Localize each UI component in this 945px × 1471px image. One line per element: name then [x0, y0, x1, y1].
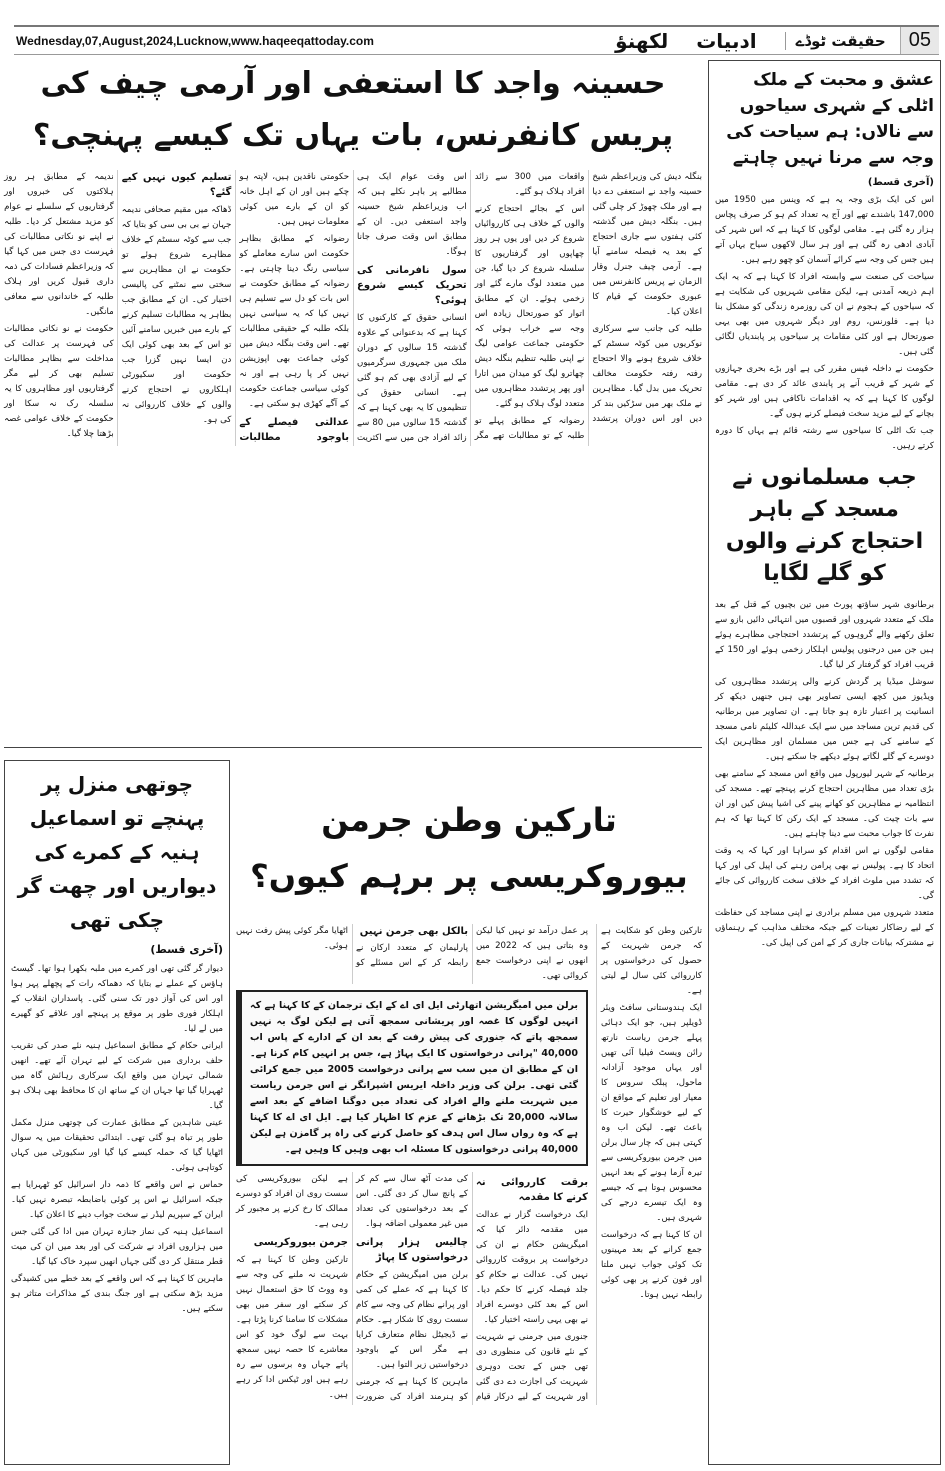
subheading: عدالتی فیصلے کے باوجود مطالبات تسلیم کیوں نہیں کیے گئے؟: [121, 172, 350, 443]
paragraph: اس کے بجائے احتجاج کرنے والوں کے خلاف ہی کارروائیاں شروع کر دیں اور یوں ہر روز چھاپوں اور گرفتاریوں کا سلسلہ شروع کر دیا گیا، جن میں متعدد لوگ مارے گئے اور زخمی ہوئے۔ ان کے مطابق اتوار کو صورتحال زیادہ اس وجہ سے خراب ہوئی کہ حکومتی جماعت عوامی لیگ نے اپنی طلبہ تنظیم بنگلہ دیش چھاترو لیگ کو میدان میں اتارا اور پھر پرتشدد مظاہروں میں متعدد لوگ ہلاک ہو گئے۔: [474, 204, 585, 409]
right-article-body: [715, 193, 934, 454]
highlight-box: برلن میں امیگریشن اتھارٹی ایل ای اے کے ایک ترجمان کے کا کہنا ہے کہ انہیں لوگوں کا غصہ اور پریشانی سمجھ آتی ہے لیکن لوگ یہ نہیں سمجھ پاتے کہ جنوری کی پیش رفت کے بعد ان کے ادارے کے پاس اب 40,000 "پرانی درخواستوں کا ایک پہاڑ ہے، جس پر انہیں کام کرنا ہے۔ ان کے مطابق ان میں سب سے پرانی درخواست 2005 میں جمع کرائی گئی تھی۔ برلن کی وزیر داخلہ ایریس اشپرانگر نے اس جرمن ریاست میں شہریت ملنے والے افراد کی تعداد میں دوگنا اضافے کے بعد اسے سالانہ 20,000 تک بڑھانے کے عزم کا اظہار کیا ہے۔ ایل ای اے کا کہنا ہے کہ وہ رواں سال اس ہدف کو حاصل کرنے کی راہ پر گامزن ہے لیکن 40,000 پرانی درخواستوں کا مسئلہ اب بھی وہیں کا وہیں ہے۔: [236, 990, 588, 1166]
paragraph: ندیمہ کے مطابق ہر روز ہلاکتوں کی خبروں اور گرفتاریوں کے سلسلے نے عوام کو مزید مشتعل کر دیا۔ طلبہ نے اپنے نو نکاتی مطالبات کی فہرست دی جس میں کہا گیا کہ وزیراعظم فسادات کی ذمہ داری قبول کریں اور ہلاک طلبہ کے خاندانوں سے معافی مانگیں۔: [4, 172, 114, 317]
paragraph: متعدد شہروں میں مسلم برادری نے اپنی مساجد کی حفاظت کے لیے رضاکار تعینات کیے جبکہ مختلف مذاہب کے رہنماؤں نے مشترکہ بیانات جاری کر کے امن کی اپیل کی۔: [715, 908, 934, 948]
right-headline: عشق و محبت کے ملک اٹلی کے شہری سیاحوں سے نالاں: ہم سیاحت کی وجہ سے مرنا نہیں چاہتے: [726, 70, 934, 168]
top-article: [4, 58, 702, 748]
right-article: [708, 60, 941, 1465]
paragraph: تارکین وطن کا کہنا ہے کہ شہریت نہ ملنے کی وجہ سے وہ ووٹ کا حق استعمال نہیں کر سکتے اور سفر میں بھی مشکلات کا سامنا کرنا پڑتا ہے۔ بہت سے لوگ خود کو اس معاشرے کا حصہ نہیں سمجھ پاتے جہاں وہ برسوں سے رہ رہے ہیں اور ٹیکس ادا کر رہے ہیں۔: [236, 1255, 348, 1400]
paragraph: سوشل میڈیا پر گردش کرنے والی پرتشدد مظاہروں کی ویڈیوز میں کچھ ایسی تصاویر بھی ہیں جنھیں دیکھ کر انسانیت پر اعتبار تازہ ہو جاتا ہے۔ ان تصاویر میں برطانیہ کی قدیم ترین مساجد میں سے ایک عبداللہ کلیئم نامی مسجد کے سامنے کی ہے جس میں مسلمان اور مظاہرین ایک دوسرے کے گلے لگاتے ہوئے دیکھے جا سکتے ہیں۔: [715, 677, 934, 762]
subheading: جرمن بیوروکریسی: [253, 1237, 348, 1248]
paragraph: برلن میں امیگریشن کے حکام کا کہنا ہے کہ عملے کی کمی اور پرانے نظام کی وجہ سے کام سست روی کا شکار ہے۔ حکام نے ڈیجیٹل نظام متعارف کرایا ہے مگر اس کے باوجود درخواستیں زیر التوا ہیں۔: [356, 1270, 468, 1370]
paragraph: ڈھاکہ میں مقیم صحافی ندیمہ جہان نے بی بی سی کو بتایا کہ جب سے کوٹہ سسٹم کے خلاف مظاہرے شروع ہوئے تو حکومت نے ان مظاہرین سے سختی سے نمٹنے کی پالیسی اختیار کی۔ ان کے مطابق جب بظاہر یہ مطالبات تسلیم کرنے کے بارے میں خبریں سامنے آئیں تو اس کے بعد بھی کوئی ایک دن ایسا نہیں گزرا جب حکومت اور سکیورٹی اہلکاروں نے احتجاج کرنے والوں کے خلاف کارروائی نہ کی ہو۔: [121, 205, 232, 425]
paragraph: ایک ہندوستانی سافٹ ویئر ڈویلپر ہیں، جو ایک دہائی پہلے جرمن ریاست نارتھ رائن ویسٹ فیلیا آئی تھیں اور یہاں موجود آزادانہ ماحول، پبلک سروس کا معیار اور تعلیم کے مواقع ان کے لیے خوشگوار حیرت کا باعث تھے۔ لیکن اب وہ کہتی ہیں کہ چار سال برلن میں جرمن بیوروکریسی سے تیرہ آزما ہونے کے بعد انہیں محسوس ہوتا ہے کہ جیسے وہ ایک تیسرے درجے کی شہری ہیں۔: [601, 1003, 702, 1223]
paragraph: حماس نے اس واقعے کا ذمہ دار اسرائیل کو ٹھہرایا ہے جبکہ اسرائیل نے اس پر کوئی باضابطہ تبصرہ نہیں کیا۔ ایران کے سپریم لیڈر نے سخت جواب دینے کا اعلان کیا۔: [11, 1180, 223, 1220]
city-label: لکھنؤ: [615, 28, 669, 53]
top-article-body: [4, 170, 702, 446]
paragraph: رضوانہ کے مطابق بظاہر حکومت اس سارے معاملے کو سیاسی رنگ دینا چاہتی ہے۔ رضوانہ کے مطابق حکومت نے اس بات کو دل سے تسلیم ہی نہیں کیا کہ یہ سیاسی نہیں بلکہ طلبہ کے حقیقی مطالبات تھے۔ اس وقت بنگلہ دیش میں کوئی جماعت بھی اپوزیشن نہیں کر پا رہی ہے اور نہ کوئی سیاسی جماعت حکومت کے آگے کھڑی ہو سکتی ہے۔: [239, 234, 350, 409]
paragraph: تارکین وطن کو شکایت ہے کہ جرمن شہریت کے حصول کی درخواستوں پر کارروائی کئی سال لے لیتی ہے۔: [601, 926, 702, 996]
subheading: سول نافرمانی کی تحریک کیسے شروع ہوئی؟: [357, 265, 467, 306]
paragraph: سیاحت کی صنعت سے وابستہ افراد کا کہنا ہے کہ یہ ایک اہم ذریعہ آمدنی ہے، لیکن مقامی شہریوں کی شکایت ہے کہ سیاحوں کے ہجوم نے ان کی روزمرہ زندگی کو مشکل بنا دیا ہے۔ فلورنس، روم اور دیگر شہروں میں بھی یہی صورتحال ہے اور کئی مقامات پر سیاحوں پر پابندیاں لگائی گئی ہیں۔: [715, 272, 934, 357]
paragraph: رضوانہ کے مطابق پہلے تو طلبہ کے تو مطالبات تھے مگر اس وقت عوام ایک ہی مطالبے پر باہر نکلے ہیں کہ اب وزیراعظم شیخ حسینہ واجد استعفی دیں۔ ان کے مطابق اس وقت صرف جانا ہوگا۔: [357, 172, 585, 441]
bottom-columns: [236, 1172, 588, 1405]
top-headline: حسینہ واجد کا استعفی اور آرمی چیف کی پریس کانفرنس، بات یہاں تک کیسے پہنچی؟: [32, 66, 674, 153]
paragraph: ایک درخواست گزار نے عدالت میں مقدمہ دائر کیا کہ امیگریشن حکام نے ان کی درخواست پر بروقت کارروائی نہیں کی۔ عدالت نے حکام کو جلد فیصلہ کرنے کا حکم دیا۔ اس کے بعد کئی دوسرے افراد نے بھی یہی راستہ اختیار کیا۔: [476, 1210, 588, 1325]
masthead: [14, 25, 939, 55]
paragraph: ماہرین کا کہنا ہے کہ اس واقعے کے بعد خطے میں کشیدگی مزید بڑھ سکتی ہے اور جنگ بندی کے مذاکرات متاثر ہو سکتے ہیں۔: [11, 1274, 223, 1314]
date-line: Wednesday,07,August,2024,Lucknow,www.haqeeqattoday.com: [16, 33, 374, 48]
paragraph: حکومت نے نو نکاتی مطالبات کی فہرست پر عدالت کی مداخلت سے بظاہر مطالبات تسلیم بھی کر لیے مگر گرفتاریوں اور مظاہروں کا یہ سلسلہ رک نہ سکا اور حکومت کے خلاف عوامی غصہ بڑھتا چلا گیا۔: [4, 324, 114, 439]
page-number: 05: [900, 27, 939, 54]
paragraph: جب تک اٹلی کا سیاحوں سے رشتہ قائم ہے یہاں کا دورہ کرتے رہیں۔: [715, 426, 934, 451]
left-article: [4, 760, 230, 1465]
bottom-top-columns: [236, 924, 588, 984]
paragraph: برطانوی شہر ساؤتھ پورٹ میں تین بچیوں کے قتل کے بعد ملک کے متعدد شہروں اور قصبوں میں انتہائی دائیں بازو سے تعلق رکھنے والے گروہوں کے پرتشدد احتجاجی مظاہرے ہوئے ہیں جن میں درجنوں پولیس اہلکار زخمی ہوئے اور 150 کے قریب افراد کو گرفتار کر لیا گیا۔: [715, 600, 934, 670]
paragraph: پارلیمان کے متعدد ارکان نے رابطہ کر کے اس مسئلے کو اٹھایا مگر کوئی پیش رفت نہیں ہوئی۔: [236, 926, 468, 968]
paragraph: طلبہ کی جانب سے سرکاری نوکریوں میں کوٹہ سسٹم کے خلاف شروع ہونے والا احتجاج رفتہ رفتہ حکومت مخالف تحریک میں بدل گیا۔ مظاہرین نے ملک بھر میں سڑکیں بند کر دیں اور اس دوران پرتشدد واقعات میں 300 سے زائد افراد ہلاک ہو گئے۔: [474, 172, 702, 424]
bottom-article: [236, 762, 702, 1465]
bottom-headline: تارکین وطن جرمن بیوروکریسی پر برہم کیوں؟: [250, 801, 688, 895]
paragraph: انسانی حقوق کے کارکنوں کا کہنا ہے کہ بدعنوانی کے علاوہ گذشتہ 15 سالوں کے دوران ملک میں جمہوری سرگرمیوں کے لیے آزادی بھی کم ہو گئی ہے۔ انسانی حقوق کی تنظیموں کا یہ بھی کہنا ہے کہ گذشتہ 15 سالوں میں 80 سے زائد افراد جن میں سے اکثریت حکومتی ناقدین ہیں، لاپتہ ہو چکے ہیں اور ان کے اہل خانہ کو ان کے بارے میں کوئی معلومات نہیں ہیں۔: [239, 172, 467, 443]
right-article-body-2: [715, 598, 934, 951]
paragraph: ماہرین کا کہنا ہے کہ جرمنی کو ہنرمند افراد کی ضرورت ہے لیکن بیوروکریسی کی سست روی ان افراد کو دوسرے ممالک کا رخ کرنے پر مجبور کر رہی ہے۔: [236, 1174, 468, 1402]
subheading: برقت کارروائی نہ کرنے کا مقدمہ: [476, 1177, 588, 1203]
paragraph: دیوار گر گئی تھی اور کمرے میں ملبہ بکھرا ہوا تھا۔ گیسٹ ہاؤس کے عملے نے بتایا کہ دھماکہ رات کے پچھلے پہر ہوا اور اس کی آواز دور تک سنی گئی۔ پاسداران انقلاب کے اہلکار فوری طور پر موقع پر پہنچے اور علاقے کو گھیرے میں لے لیا۔: [11, 964, 223, 1034]
subheading: بالکل بھی جرمن نہیں: [359, 926, 468, 937]
paragraph: ان کا کہنا ہے کہ درخواست جمع کرانے کے بعد مہینوں تک کوئی جواب نہیں ملتا اور فون کرنے پر بھی کوئی رابطہ نہیں ہوتا۔: [601, 1230, 702, 1300]
paragraph: جنوری میں جرمنی نے شہریت کے نئے قانون کی منظوری دی تھی جس کے تحت دوہری شہریت کی اجازت دے دی گئی اور شہریت کے لیے درکار قیام کی مدت آٹھ سال سے کم کر کے پانچ سال کر دی گئی۔ اس کے بعد درخواستوں کی تعداد میں غیر معمولی اضافہ ہوا۔: [356, 1174, 588, 1402]
paragraph: حکومت نے داخلہ فیس مقرر کی ہے اور بڑے بحری جہازوں کے شہر کے قریب آنے پر پابندی عائد کر دی ہے۔ مقامی لوگوں کا کہنا ہے کہ یہ اقدامات ناکافی ہیں اور شہر کو بچانے کے لیے مزید سخت فیصلے کرنے ہوں گے۔: [715, 364, 934, 419]
paragraph: مقامی لوگوں نے اس اقدام کو سراہا اور کہا کہ یہ وقت اتحاد کا ہے۔ پولیس نے بھی پرامن رہنے کی اپیل کی اور کہا کہ تشدد میں ملوث افراد کے خلاف سخت کارروائی کی جائے گی۔: [715, 846, 934, 901]
newspaper-logo: حقیقت ٹوڈے: [785, 32, 886, 50]
subheading: چالیس ہزار پرانی درخواستوں کا پہاڑ: [356, 1237, 468, 1263]
paragraph: اسماعیل ہنیہ کی نماز جنازہ تہران میں ادا کی گئی جس میں ہزاروں افراد نے شرکت کی اور بعد میں ان کی میت قطر منتقل کر دی گئی جہاں انھیں سپرد خاک کیا گیا۔: [11, 1227, 223, 1267]
bottom-right-column: [596, 924, 702, 1405]
paragraph: ایرانی حکام کے مطابق اسماعیل ہنیہ نئے صدر کی تقریب حلف برداری میں شرکت کے لیے تہران آئے تھے۔ انھیں شمالی تہران میں واقع ایک سرکاری رہائش گاہ میں ٹھہرایا گیا تھا جہاں ان کے ساتھ ان کا محافظ بھی ہلاک ہو گیا۔: [11, 1041, 223, 1111]
left-headline: چوتھی منزل پر پہنچے تو اسماعیل ہنیہ کے کمرے کی دیواریں اور چھت گر چکی تھی: [17, 772, 217, 932]
left-article-body: [11, 962, 223, 1317]
paragraph: پر عمل درآمد تو نہیں کیا لیکن وہ بتاتی ہیں کہ 2022 میں انھوں نے اپنی درخواست جمع کروائی تھی۔: [476, 926, 588, 981]
installment-label: (آخری قسط): [867, 177, 934, 188]
right-subheadline: جب مسلمانوں نے مسجد کے باہر احتجاج کرنے والوں کو گلے لگایا: [725, 465, 924, 586]
paragraph: اس کی ایک بڑی وجہ یہ ہے کہ وینس میں 1950 میں 147,000 باشندے تھے اور آج یہ تعداد کم ہو کر صرف پچاس ہزار رہ گئی ہے۔ مقامی لوگوں کا کہنا ہے کہ اس شہر کی آبادی ادھی رہ گئی ہے اور ہر سال لاکھوں سیاح یہاں آتے ہیں جس کی وجہ سے کرائے آسمان کو چھو رہے ہیں۔: [715, 195, 934, 265]
installment-label: (آخری قسط): [150, 943, 223, 956]
paragraph: برطانیہ کے شہر لیورپول میں واقع اس مسجد کے سامنے بھی بڑی تعداد میں مظاہرین احتجاج کرنے پہنچے تھے۔ مسجد کی انتظامیہ نے مظاہرین کو کھانے پینے کی اشیا پیش کیں اور ان سے بات چیت کی۔ مسجد کے ایک رکن کا کہنا تھا کہ ہم نفرت کا جواب محبت سے دینا چاہتے ہیں۔: [715, 769, 934, 839]
section-label: ادبیات: [696, 28, 757, 53]
paragraph: عینی شاہدین کے مطابق عمارت کی چوتھی منزل مکمل طور پر تباہ ہو گئی تھی۔ ابتدائی تحقیقات میں یہ سوال اٹھایا گیا کہ حملہ کیسے کیا گیا اور سکیورٹی میں کہاں کوتاہی ہوئی۔: [11, 1118, 223, 1173]
paragraph: بنگلہ دیش کی وزیراعظم شیخ حسینہ واجد نے استعفی دے دیا ہے اور ملک چھوڑ کر چلی گئی ہیں۔ بنگلہ دیش میں گذشتہ کئی ہفتوں سے جاری احتجاج کے بعد یہ فیصلہ سامنے آیا ہے۔ آرمی چیف جنرل وقار الزمان نے پریس کانفرنس میں عبوری حکومت کے قیام کا اعلان کیا۔: [592, 172, 702, 317]
